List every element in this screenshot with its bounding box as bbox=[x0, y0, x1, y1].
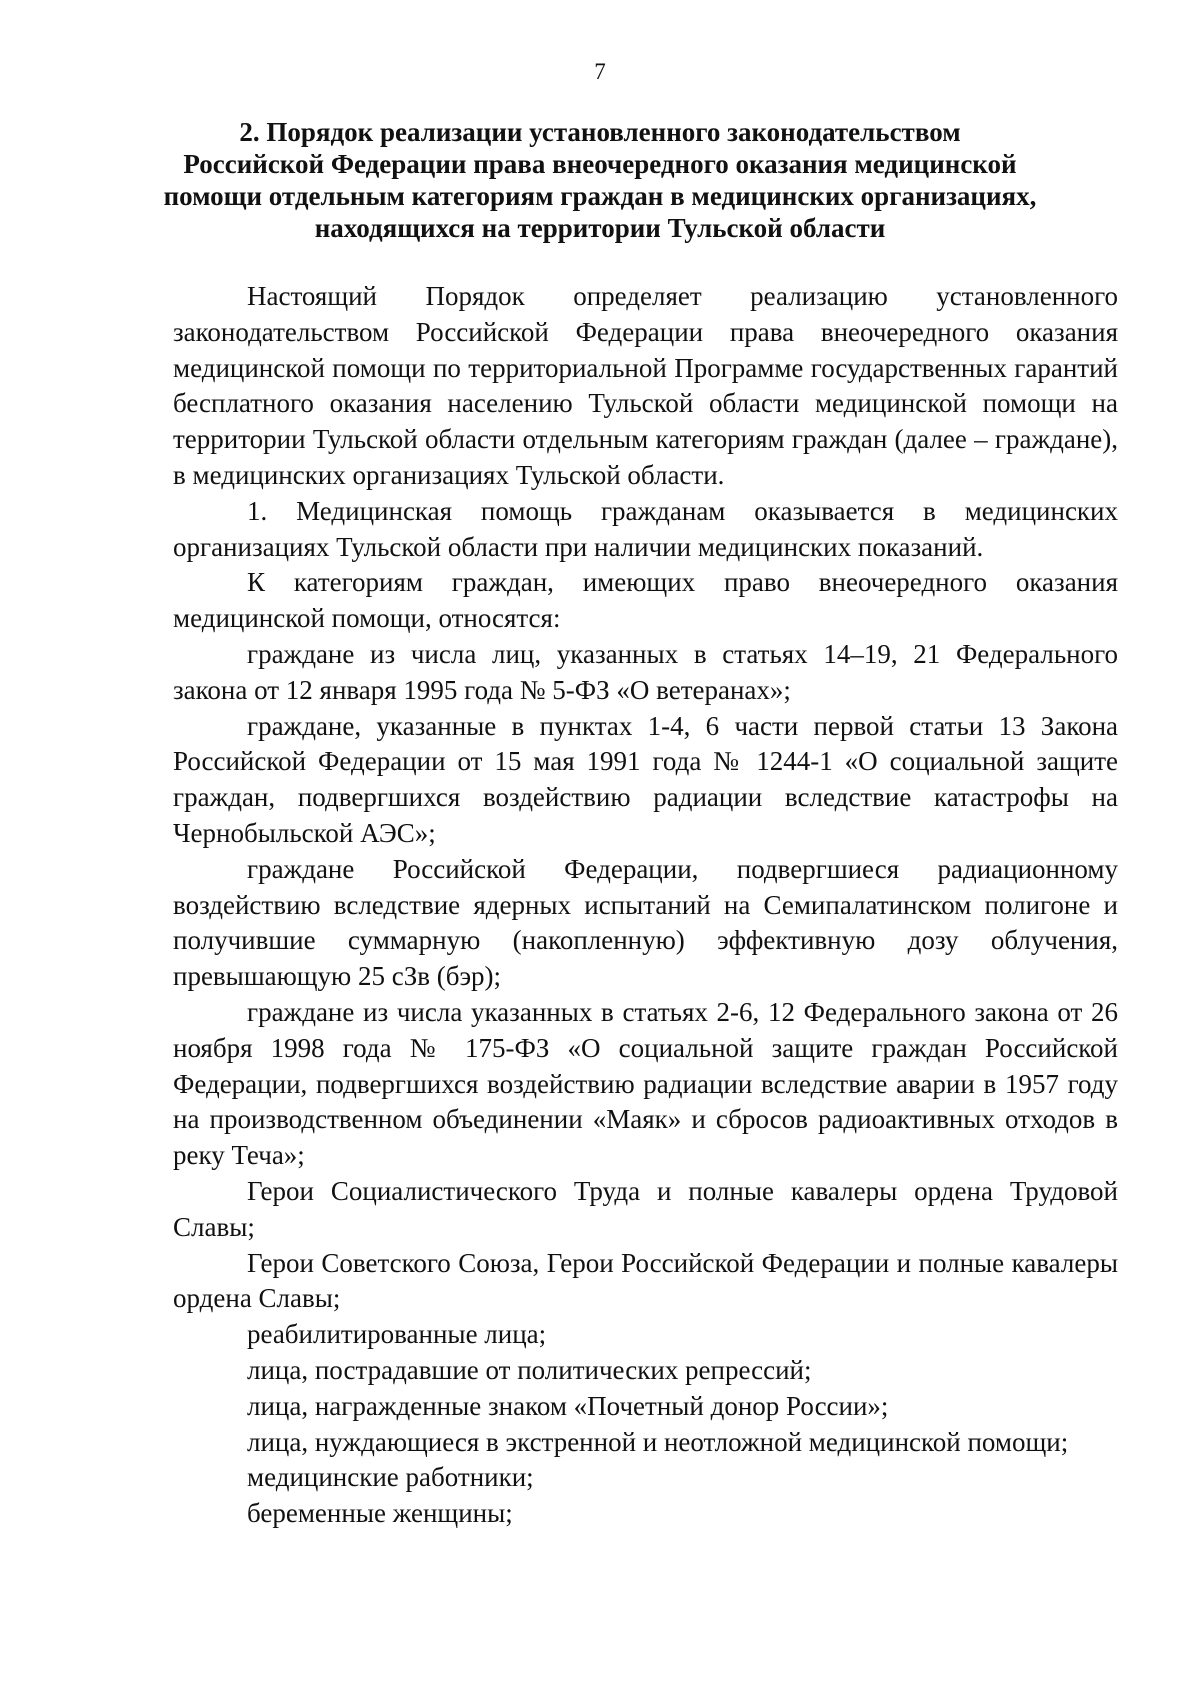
clause-1-paragraph: 1. Медицинская помощь гражданам оказывается в медицинских организациях Тульской области при наличии медицинских показаний. bbox=[173, 495, 1118, 562]
categories-intro-paragraph: К категориям граждан, имеющих право внеочередного оказания медицинской помощи, относятся: bbox=[173, 567, 1118, 634]
category-item: реабилитированные лица; bbox=[247, 1319, 547, 1350]
category-item: медицинские работники; bbox=[247, 1462, 534, 1493]
category-item: лица, пострадавшие от политических репрессий; bbox=[247, 1354, 812, 1385]
category-item: Герои Советского Союза, Герои Российской Федерации и полные кавалеры ордена Славы; bbox=[173, 1247, 1118, 1314]
page-number: 7 bbox=[594, 59, 606, 84]
category-item: лица, нуждающиеся в экстренной и неотложной медицинской помощи; bbox=[247, 1426, 1069, 1457]
heading-line: находящихся на территории Тульской области bbox=[314, 213, 886, 243]
category-item: лица, награжденные знаком «Почетный донор России»; bbox=[247, 1390, 889, 1421]
category-item: граждане из числа лиц, указанных в статьях 14–19, 21 Федерального закона от 12 января 1995 года № 5-ФЗ «О ветеранах»; bbox=[173, 638, 1118, 705]
document-body bbox=[173, 279, 1118, 1532]
heading-line: 2. Порядок реализации установленного законодательством bbox=[239, 117, 961, 147]
category-item: граждане из числа указанных в статьях 2-6, 12 Федерального закона от 26 ноября 1998 года № 175-ФЗ «О социальной защите граждан Российской Федерации, подвергшихся воздействию радиации вследствие аварии в 1957 году на производственном объединении «Маяк» и сбросов радиоактивных отходов в реку Теча»; bbox=[173, 996, 1118, 1171]
category-item: беременные женщины; bbox=[247, 1498, 513, 1529]
category-item: граждане, указанные в пунктах 1-4, 6 части первой статьи 13 Закона Российской Федерации от 15 мая 1991 года № 1244-1 «О социальной защите граждан, подвергшихся воздействию радиации вследствие катастрофы на Чернобыльской АЭС»; bbox=[173, 710, 1118, 848]
intro-paragraph: Настоящий Порядок определяет реализацию установленного законодательством Российской Федерации права внеочередного оказания медицинской помощи по территориальной Программе государственных гарантий бесплатного оказания населению Тульской области медицинской помощи на территории Тульской области отдельным категориям граждан (далее – граждане), в медицинских организациях Тульской области. bbox=[173, 281, 1118, 490]
heading-line: Российской Федерации права внеочередного оказания медицинской bbox=[183, 149, 1017, 179]
category-item: граждане Российской Федерации, подвергшиеся радиационному воздействию вследствие ядерных испытаний на Семипалатинском полигоне и получившие суммарную (накопленную) эффективную дозу облучения, превышающую 25 сЗв (бэр); bbox=[173, 853, 1118, 992]
section-heading bbox=[150, 116, 1050, 244]
category-item: Герои Социалистического Труда и полные кавалеры ордена Трудовой Славы; bbox=[173, 1175, 1118, 1242]
heading-line: помощи отдельным категориям граждан в медицинских организациях, bbox=[163, 181, 1037, 211]
